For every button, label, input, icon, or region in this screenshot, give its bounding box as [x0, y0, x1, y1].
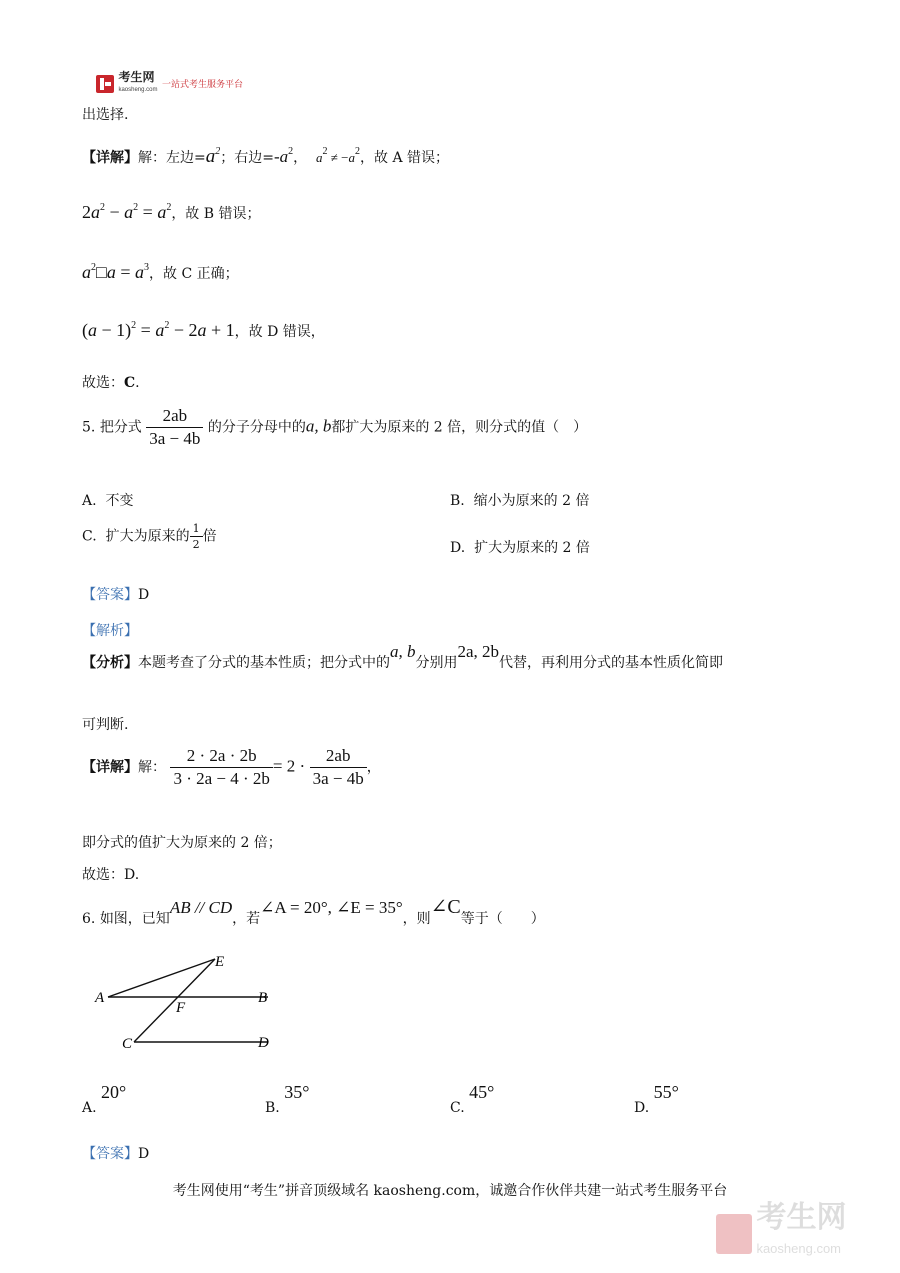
label-c: C — [122, 1036, 133, 1052]
d-wrong: ，故 D 错误， — [234, 324, 325, 340]
q6-stem-c: ，则 — [402, 911, 431, 927]
option-letter: B. — [450, 493, 465, 509]
q6-figure — [90, 948, 290, 1058]
q5-analysis-label: 【解析】 — [82, 623, 138, 639]
q5-detail — [82, 746, 381, 789]
q5-fraction — [146, 406, 203, 449]
q5-number: 5. — [82, 419, 96, 436]
q5-vars: a, b — [305, 416, 332, 436]
q5-stem-b: 的分子分母中的 — [207, 419, 306, 436]
answer-label: 【答案】 — [82, 1146, 138, 1162]
q4-c-line — [82, 262, 239, 283]
q6-stem — [82, 896, 545, 929]
q5-fenxi — [82, 642, 724, 672]
logo-icon — [96, 75, 114, 93]
footer-text: 考生网使用“考生”拼音顶级域名 kaosheng.com，诚邀合作伙伴共建一站式考生服务平台 — [172, 1183, 728, 1199]
b-wrong: ，故 B 错误； — [171, 206, 261, 222]
line-ce — [134, 959, 215, 1042]
fenxi-vars: a, b — [390, 642, 416, 661]
option-value: 55° — [653, 1082, 679, 1102]
q5-option-d[interactable] — [450, 537, 590, 557]
q4-b-line — [82, 202, 261, 223]
q5-conclusion: 即分式的值扩大为原来的 2 倍； — [82, 835, 282, 851]
eq-num: 2 · 2a · 2b — [170, 746, 272, 768]
eq-den: 3 · 2a − 4 · 2b — [173, 769, 270, 788]
option-letter: A. — [82, 493, 97, 509]
q4-choice — [82, 372, 140, 392]
math-neq: $a^2 \ne -a^2$ — [316, 146, 361, 165]
q5-option-b[interactable] — [450, 490, 589, 510]
option-value: 45° — [469, 1082, 495, 1102]
q5-frac-num: 2ab — [146, 406, 203, 428]
eq-mid: = 2 · — [272, 756, 306, 776]
option-frac-den: 2 — [192, 538, 200, 551]
option-fraction — [190, 522, 203, 551]
line-ae — [108, 959, 215, 997]
label-a: A — [95, 990, 105, 1006]
q5-answer — [82, 584, 149, 604]
option-text: 扩大为原来的 2 倍 — [474, 540, 590, 556]
option-letter: D. — [450, 540, 466, 556]
option-text-end: 倍 — [202, 528, 217, 545]
footer-watermark — [716, 1201, 847, 1262]
detail-prefix: 解： — [138, 759, 166, 776]
math-d-expr: $(a - 1)^2 = a^2 - 2a + 1$ — [82, 320, 235, 340]
q5-stem — [82, 406, 587, 449]
label-b: B — [258, 990, 268, 1006]
math-b-expr: $2a^2 - a^2 = a^2$ — [82, 202, 172, 222]
q4-tail: 出选择. — [82, 107, 129, 123]
choice-end: . — [135, 375, 140, 391]
q6-parallel: AB // CD — [169, 898, 233, 917]
fenxi-c: 代替，再利用分式的基本性质化简即 — [499, 655, 724, 671]
option-text: 扩大为原来的 — [105, 528, 190, 545]
option-text: 缩小为原来的 2 倍 — [473, 493, 590, 509]
label-d: D — [258, 1035, 269, 1051]
answer-value: D — [138, 1146, 150, 1162]
q5-frac-den: 3a − 4b — [149, 429, 201, 448]
watermark-text: 考生网 — [756, 1201, 847, 1234]
q5-choice: 故选：D. — [82, 867, 140, 883]
detail-prefix: 解：左边= — [138, 150, 206, 166]
q5-stem-a: 把分式 — [99, 419, 142, 436]
fenxi-label: 【分析】 — [82, 655, 138, 671]
q6-stem-b: ，若 — [232, 911, 261, 927]
eq-fraction-2 — [310, 746, 367, 789]
math-neg-a2: $-a^2$ — [273, 146, 294, 166]
watermark-icon — [716, 1214, 752, 1254]
option-letter: B. — [265, 1100, 280, 1116]
logo-slogan: 一站式考生服务平台 — [161, 79, 243, 89]
q6-stem-a: 如图，已知 — [99, 911, 170, 927]
q6-answer — [82, 1143, 149, 1163]
option-letter: D. — [634, 1100, 650, 1116]
right-side-label: ；右边= — [220, 150, 274, 166]
q4-detail-line — [82, 146, 449, 168]
option-value: 35° — [284, 1082, 310, 1102]
header-logo — [96, 72, 243, 95]
q6-given: ∠A = 20°, ∠E = 35° — [260, 898, 403, 917]
label-e: E — [215, 954, 225, 970]
eq-fraction-1 — [170, 746, 272, 789]
math-c-expr: $a^2□a = a^3$ — [82, 262, 150, 282]
math-a2: $a^2$ — [205, 146, 221, 167]
eq-num2: 2ab — [310, 746, 367, 768]
q5-fenxi-d: 可判断. — [82, 717, 129, 733]
label-f: F — [176, 1000, 186, 1016]
q5-option-c[interactable] — [82, 522, 217, 551]
logo-text: 考生网 — [118, 70, 155, 84]
option-letter: C. — [82, 528, 97, 545]
option-letter: C. — [450, 1100, 465, 1116]
option-text: 不变 — [105, 493, 134, 509]
q5-stem-c: 都扩大为原来的 2 倍，则分式的值（ ） — [331, 419, 588, 436]
fenxi-a: 本题考查了分式的基本性质；把分式中的 — [138, 655, 390, 671]
option-value: 20° — [101, 1082, 127, 1102]
option-frac-num: 1 — [190, 522, 203, 537]
q6-stem-d: 等于（ ） — [460, 911, 545, 927]
fenxi-sub: 2a, 2b — [457, 642, 500, 661]
fenxi-b: 分别用 — [415, 655, 458, 671]
neq-sep: ， — [293, 150, 308, 166]
q6-target: ∠C — [430, 896, 461, 918]
detail-label: 【详解】 — [82, 150, 138, 166]
eq-den2: 3a − 4b — [312, 769, 364, 788]
a-wrong: ，故 A 错误； — [360, 150, 450, 166]
choice-value: C — [124, 375, 136, 391]
watermark-sub: kaosheng.com — [756, 1241, 842, 1256]
answer-label: 【答案】 — [82, 587, 138, 603]
q6-number: 6. — [82, 911, 96, 927]
eq-end: ， — [366, 759, 381, 776]
c-right: ，故 C 正确； — [149, 266, 239, 282]
logo-sub: kaosheng.com — [118, 87, 158, 93]
option-letter: A. — [82, 1100, 97, 1116]
q5-option-a[interactable] — [82, 490, 133, 510]
q6-option-a[interactable] — [82, 1082, 127, 1116]
q6-option-d[interactable] — [634, 1082, 679, 1116]
answer-value: D — [138, 587, 150, 603]
q4-d-line — [82, 320, 325, 341]
detail-label: 【详解】 — [82, 759, 138, 776]
q6-option-c[interactable] — [450, 1082, 495, 1116]
choice-label: 故选： — [82, 375, 124, 391]
q6-option-b[interactable] — [265, 1082, 310, 1116]
